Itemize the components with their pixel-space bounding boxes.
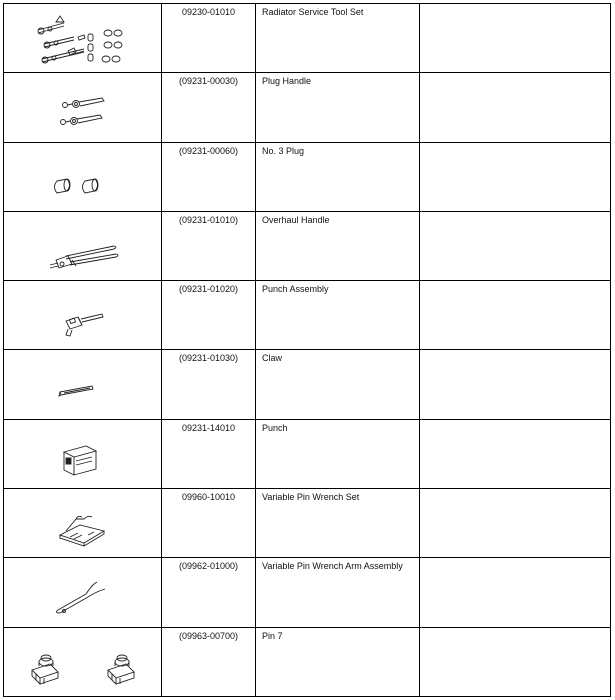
note-cell bbox=[420, 558, 611, 627]
note-cell bbox=[420, 73, 611, 142]
table-row bbox=[4, 4, 611, 73]
tool-name-cell bbox=[256, 350, 420, 419]
tool-illustration-cell bbox=[4, 419, 162, 488]
tool-illustration-cell bbox=[4, 558, 162, 627]
note-cell bbox=[420, 142, 611, 211]
tool-illustration-cell bbox=[4, 489, 162, 558]
part-number: (09231-01020) bbox=[178, 284, 239, 295]
tool-illustration-cell bbox=[4, 4, 162, 73]
part-number: 09960-10010 bbox=[181, 492, 236, 503]
part-number: 09231-14010 bbox=[181, 422, 236, 433]
part-number-cell bbox=[162, 419, 256, 488]
tool-name-cell bbox=[256, 419, 420, 488]
note-cell bbox=[420, 281, 611, 350]
part-number: (09962-01000) bbox=[178, 561, 239, 572]
tool-name-cell bbox=[256, 211, 420, 280]
tool-illustration-cell bbox=[4, 281, 162, 350]
radiator-service-tool-set-drawing bbox=[4, 4, 162, 72]
table-row bbox=[4, 350, 611, 419]
part-number-cell bbox=[162, 4, 256, 73]
part-number-cell bbox=[162, 627, 256, 696]
tool-name: Overhaul Handle bbox=[262, 214, 330, 225]
tool-illustration-cell bbox=[4, 142, 162, 211]
table-row bbox=[4, 419, 611, 488]
note-cell bbox=[420, 350, 611, 419]
tool-name: Claw bbox=[262, 353, 283, 364]
tool-name: No. 3 Plug bbox=[262, 145, 305, 156]
note-cell bbox=[420, 627, 611, 696]
tool-name-cell bbox=[256, 4, 420, 73]
table-row bbox=[4, 558, 611, 627]
note-cell bbox=[420, 4, 611, 73]
part-number: (09231-00030) bbox=[178, 76, 239, 87]
special-service-tools-table bbox=[3, 3, 611, 697]
tool-name-cell bbox=[256, 73, 420, 142]
tool-name: Plug Handle bbox=[262, 76, 312, 87]
tool-illustration-cell bbox=[4, 211, 162, 280]
part-number-cell bbox=[162, 489, 256, 558]
tool-name: Pin 7 bbox=[262, 630, 283, 641]
part-number: (09231-01030) bbox=[178, 353, 239, 364]
tool-name: Punch bbox=[262, 422, 288, 433]
punch-drawing bbox=[4, 420, 162, 488]
part-number-cell bbox=[162, 142, 256, 211]
tool-illustration-cell bbox=[4, 627, 162, 696]
part-number: 09230-01010 bbox=[181, 7, 236, 17]
tool-name: Punch Assembly bbox=[262, 284, 329, 295]
table-row bbox=[4, 73, 611, 142]
part-number-cell bbox=[162, 211, 256, 280]
claw-drawing bbox=[4, 350, 162, 418]
tool-name: Variable Pin Wrench Arm Assembly bbox=[262, 561, 403, 572]
part-number-cell bbox=[162, 73, 256, 142]
tool-name-cell bbox=[256, 627, 420, 696]
part-number-cell bbox=[162, 281, 256, 350]
tool-illustration-cell bbox=[4, 73, 162, 142]
punch-assembly-drawing bbox=[4, 281, 162, 349]
variable-pin-wrench-set-drawing bbox=[4, 489, 162, 557]
table-row bbox=[4, 211, 611, 280]
part-number-cell bbox=[162, 558, 256, 627]
tool-name-cell bbox=[256, 142, 420, 211]
table-row bbox=[4, 142, 611, 211]
tool-name: Variable Pin Wrench Set bbox=[262, 492, 360, 503]
tool-name-cell bbox=[256, 489, 420, 558]
overhaul-handle-drawing bbox=[4, 212, 162, 280]
pin-7-drawing bbox=[4, 628, 162, 696]
variable-pin-wrench-arm-drawing bbox=[4, 558, 162, 626]
no3-plug-drawing bbox=[4, 143, 162, 211]
table-row bbox=[4, 627, 611, 696]
part-number: (09231-00060) bbox=[178, 145, 239, 156]
note-cell bbox=[420, 489, 611, 558]
part-number: (09231-01010) bbox=[178, 214, 239, 225]
note-cell bbox=[420, 211, 611, 280]
plug-handle-drawing bbox=[4, 73, 162, 141]
part-number-cell bbox=[162, 350, 256, 419]
table-row bbox=[4, 489, 611, 558]
note-cell bbox=[420, 419, 611, 488]
tool-name-cell bbox=[256, 281, 420, 350]
tool-illustration-cell bbox=[4, 350, 162, 419]
tool-name: Radiator Service Tool Set bbox=[262, 7, 364, 17]
table-row bbox=[4, 281, 611, 350]
tool-name-cell bbox=[256, 558, 420, 627]
part-number: (09963-00700) bbox=[178, 630, 239, 641]
